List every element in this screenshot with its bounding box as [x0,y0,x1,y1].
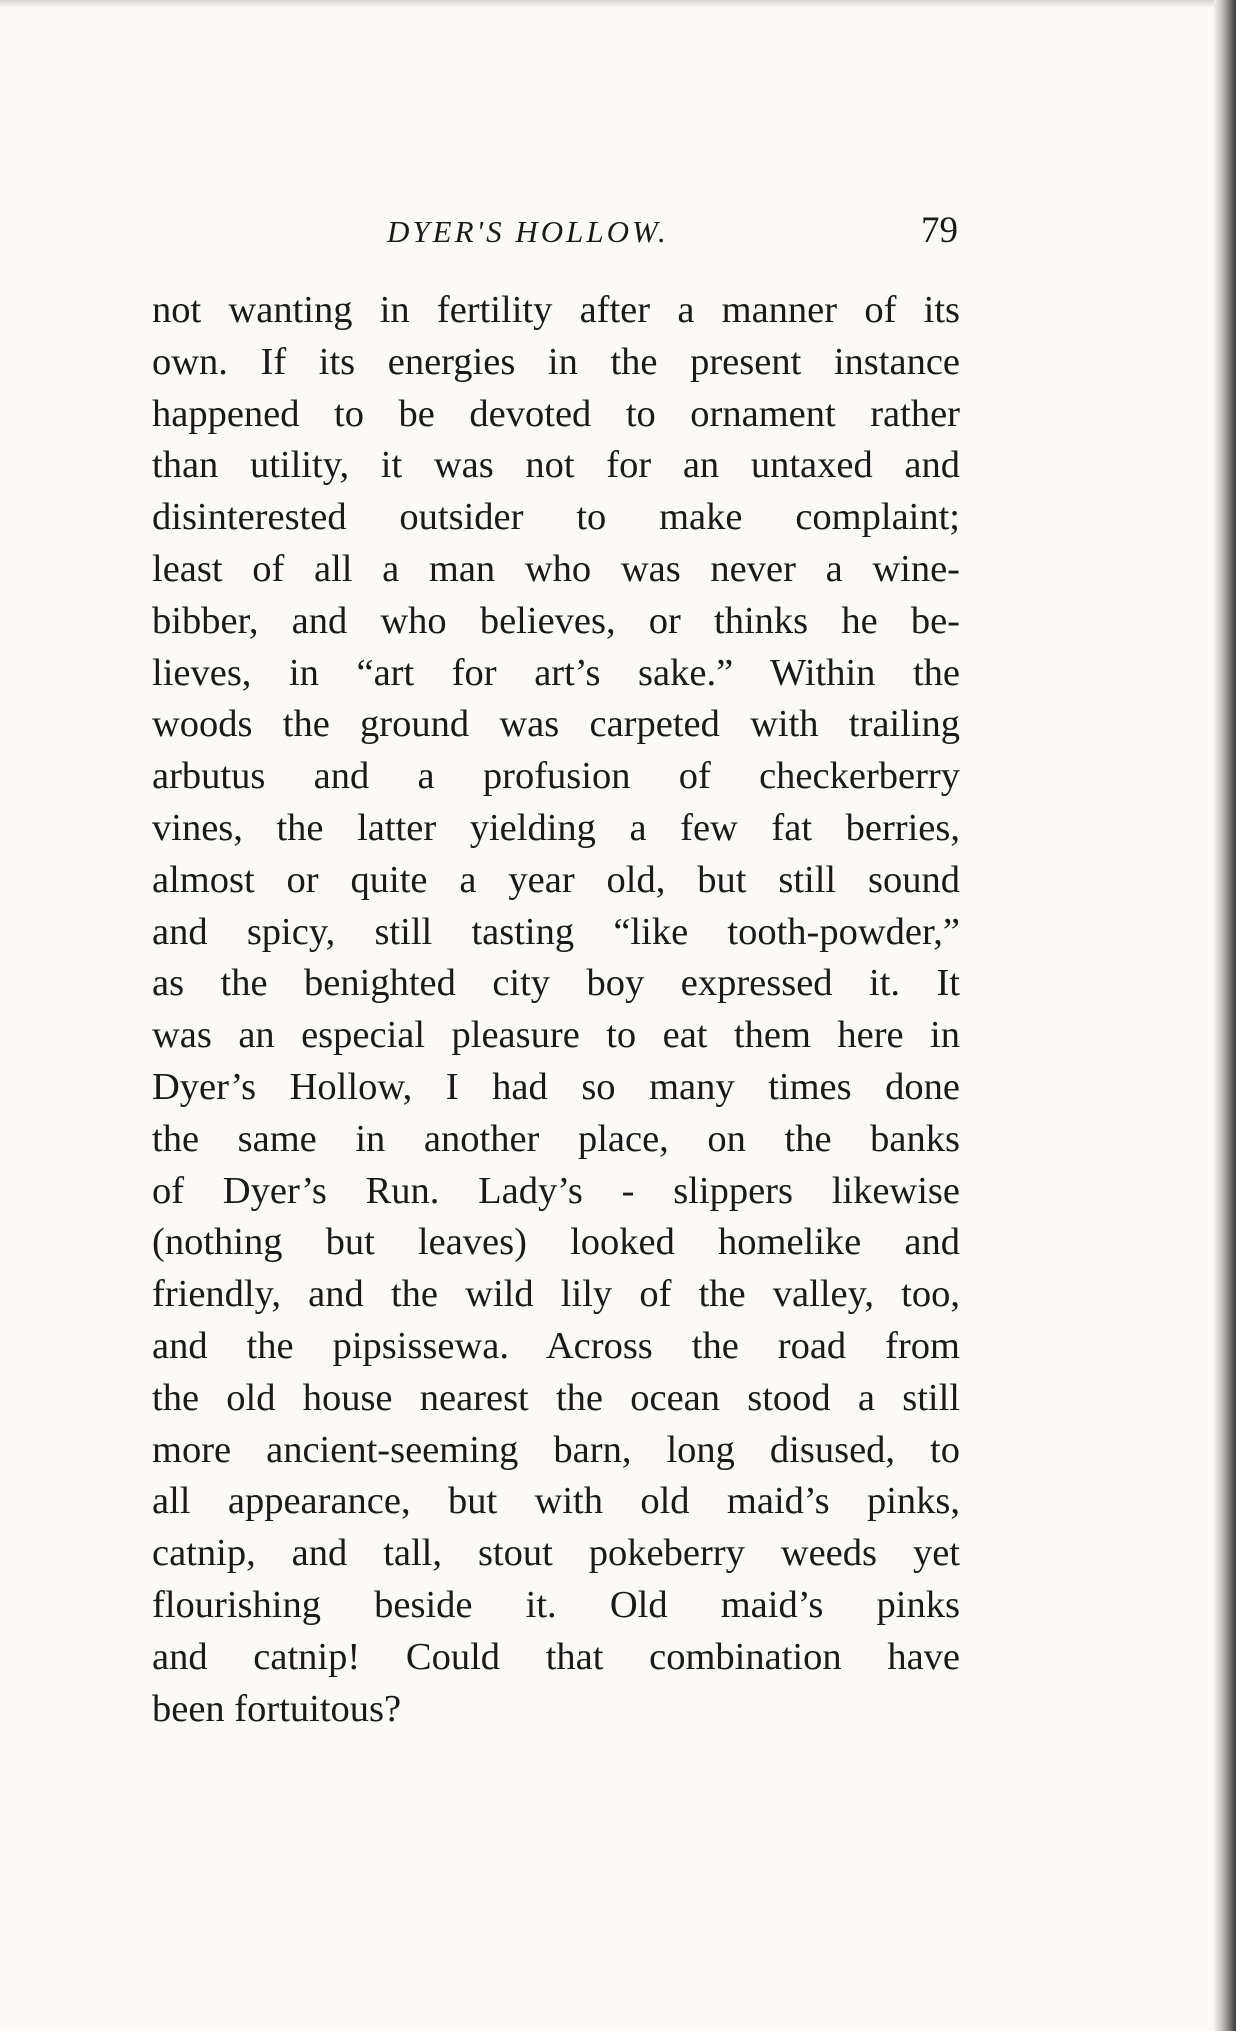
text-line: than utility, it was not for an untaxed and [152,444,960,487]
text-line: flourishing beside it. Old maid’s pinks [152,1583,960,1626]
text-line: woods the ground was carpeted with trailing [152,703,960,746]
text-line: least of all a man who was never a wine- [152,547,960,590]
text-line: the old house nearest the ocean stood a still [152,1376,960,1419]
page-header [152,212,960,260]
text-line: the same in another place, on the banks [152,1117,960,1160]
text-line: and spicy, still tasting “like tooth-powder,” [152,910,960,953]
text-line: vines, the latter yielding a few fat berries, [152,806,960,849]
text-line: and catnip! Could that combination have [152,1635,960,1678]
running-title: DYER'S HOLLOW. [387,214,669,249]
text-line: been fortuitous? [152,1687,402,1730]
text-line: happened to be devoted to ornament rather [152,392,960,435]
text-line: of Dyer’s Run. Lady’s - slippers likewise [152,1169,960,1212]
text-line: (nothing but leaves) looked homelike and [152,1221,960,1264]
text-line: almost or quite a year old, but still sound [152,858,960,901]
text-line: Dyer’s Hollow, I had so many times done [152,1065,960,1108]
text-line: lieves, in “art for art’s sake.” Within the [152,651,960,694]
text-line: disinterested outsider to make complaint; [152,496,960,539]
text-line: catnip, and tall, stout pokeberry weeds yet [152,1532,960,1575]
text-line: was an especial pleasure to eat them here in [152,1014,960,1057]
text-line: arbutus and a profusion of checkerberry [152,755,960,798]
text-line: own. If its energies in the present instance [152,340,960,383]
page-binding-edge [1214,0,1236,2031]
text-line: and the pipsissewa. Across the road from [152,1324,960,1367]
page-top-edge [0,0,1236,8]
text-line: bibber, and who believes, or thinks he be- [152,599,960,642]
body-text [152,285,960,1735]
text-line: not wanting in fertility after a manner of its [152,289,960,331]
text-line: as the benighted city boy expressed it. It [152,962,960,1005]
text-line: all appearance, but with old maid’s pinks, [152,1480,960,1523]
text-line: friendly, and the wild lily of the valley, too, [152,1273,960,1316]
text-line: more ancient-seeming barn, long disused, to [152,1428,960,1471]
page-number: 79 [921,210,958,251]
